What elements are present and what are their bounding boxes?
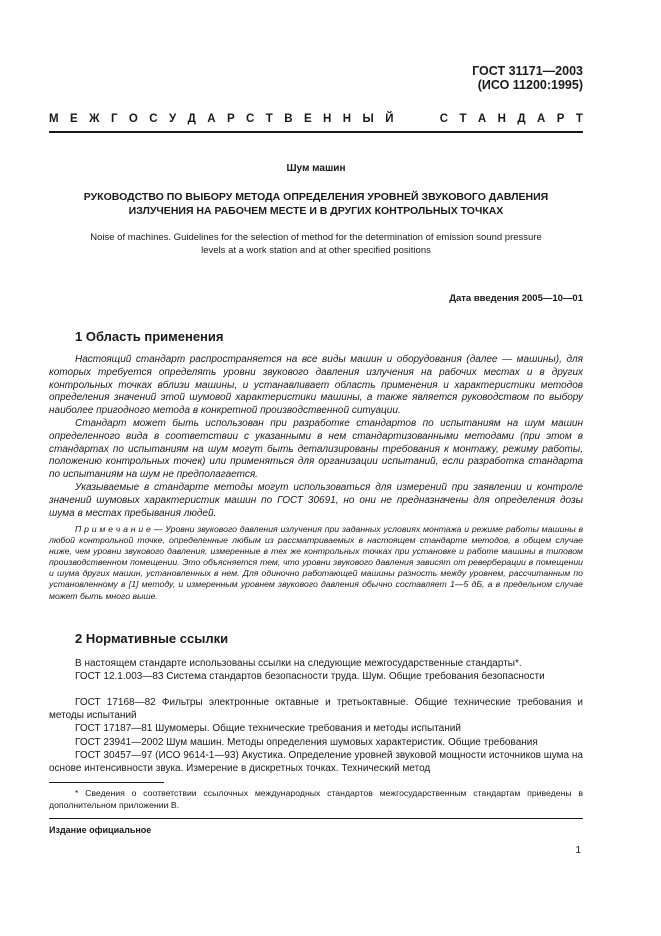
banner-letter: Д [517, 113, 526, 125]
banner-letter: А [537, 113, 546, 125]
ref-gost-17187 [49, 723, 583, 736]
banner-letter: О [128, 113, 138, 125]
section-1-heading: 1 Область применения [75, 329, 224, 344]
scope-paragraph-2-text: Стандарт может быть использован при разработке стандартов по испытаниям на шум машин определенного вида в соответствии с указанными в нем стандартизованными методами (при этом в стандартах по испытаниям на шум могут быть детализированы требования к монтажу, режиму работы, положению контрольных точек) или применяться для организации испытаний, если разработка стандарта по испытаниям на шум не предполагается. [49, 418, 583, 481]
standard-banner [49, 113, 583, 125]
banner-letter: А [477, 113, 487, 125]
banner-letter: Д [187, 113, 196, 125]
banner-letter: Т [265, 113, 273, 125]
refs-intro [49, 658, 583, 671]
banner-letter: М [49, 113, 59, 125]
page-number: 1 [575, 845, 581, 856]
english-title-line-1: Noise of machines. Guidelines for the selection of method for the determination of emission sound pressure [90, 232, 542, 243]
ref-text: ГОСТ 17168—82 Фильтры электронные октавные и третьоктавные. Общие технические требования и методы испытаний [49, 697, 583, 721]
banner-letter: Н [497, 113, 506, 125]
banner-letter: У [169, 113, 177, 125]
ref-gost-17168 [49, 697, 583, 723]
banner-letter: А [207, 113, 216, 125]
document-title [60, 190, 572, 218]
gost-number: ГОСТ 31171—2003 [472, 64, 583, 78]
refs-intro-text: В настоящем стандарте использованы ссылки на следующие межгосударственные стандарты*. [75, 658, 522, 669]
banner-letter: Г [110, 113, 118, 125]
english-title [70, 232, 562, 257]
banner-letter [405, 113, 411, 125]
bottom-rule [49, 818, 583, 819]
edition-label: Издание официальное [49, 825, 152, 835]
ref-text: ГОСТ 23941—2002 Шум машин. Методы определения шумовых характеристик. Общие требования [75, 737, 538, 748]
footnote [49, 788, 583, 811]
scope-paragraph-1-text: Настоящий стандарт распространяется на все виды машин и оборудования (далее — машины), для которых требуется определять уровни звукового давления излучения на рабочих местах и в других контрольных точках вблизи машины, и устанавливает область применения и характеристики методов определения значений этой шумовой характеристики машины, а также является руководством по выбору наиболее пригодного метода в конкретной производственной ситуации. [49, 354, 583, 417]
title-line-1: РУКОВОДСТВО ПО ВЫБОРУ МЕТОДА ОПРЕДЕЛЕНИЯ УРОВНЕЙ ЗВУКОВОГО ДАВЛЕНИЯ [83, 191, 549, 203]
document-number [472, 64, 583, 92]
subject: Шум машин [286, 163, 346, 174]
banner-letter: Т [575, 113, 583, 125]
scope-paragraph-3 [49, 482, 583, 520]
ref-gost-30457 [49, 750, 583, 776]
ref-gost-23941 [49, 737, 583, 750]
banner-letter: Ы [362, 113, 374, 125]
english-title-line-2: levels at a work station and at other specified positions [201, 244, 431, 256]
banner-letter: С [149, 113, 158, 125]
banner-letter: Е [303, 113, 312, 125]
scope-paragraph-3-text: Указываемые в стандарте методы могут использоваться для измерений при заявлении и контроле значений шумовых характеристик машин по ГОСТ 30691, но они не предназначены для определения дозы шума в местах пребывания людей. [49, 482, 583, 519]
banner-letter: В [284, 113, 293, 125]
banner-letter: Т [459, 113, 467, 125]
banner-letter: Р [226, 113, 235, 125]
scope-paragraph-2 [49, 418, 583, 482]
ref-text: ГОСТ 12.1.003—83 Система стандартов безопасности труда. Шум. Общие требования безопасности [75, 671, 545, 682]
banner-letter: Ж [89, 113, 100, 125]
section-2-heading: 2 Нормативные ссылки [75, 631, 229, 646]
scope-note [49, 524, 583, 602]
banner-letter: С [439, 113, 449, 125]
ref-text: ГОСТ 30457—97 (ИСО 9614-1—93) Акустика. Определение уровней звуковой мощности источников шума на основе интенсивности звука. Измерение в дискретных точках. Технический метод [49, 750, 583, 774]
banner-letter: С [246, 113, 255, 125]
scope-paragraph-1 [49, 354, 583, 418]
banner-letter: Н [342, 113, 352, 125]
intro-date: Дата введения 2005—10—01 [449, 293, 583, 304]
footnote-text: * Сведения о соответствии ссылочных международных стандартов межгосударственным стандартам приведены в дополнительном приложении В. [49, 788, 583, 810]
banner-letter: Й [385, 113, 394, 125]
banner-letter: Н [323, 113, 332, 125]
banner-rule [49, 131, 583, 133]
note-text: — Уровни звукового давления излучения при заданных условиях монтажа и режиме работы машины в любой контрольной точке, определенные любым из рассматриваемых в настоящем стандарте методов, в общем случае ниже, чем уровни звукового давления, измеренные в тех же контрольных точках при установке и работе машины в типовом производственном помещении. Это объясняется тем, что уровни звукового давления зависят от реверберации в помещении и шума других машин, установленных в нем. Для одиночно работающей машины разность между уровнем, рассчитанным по установленному в [1] методу, и измеренным уровнем звукового давления обычно составляет 1—5 дБ, а в предельном случае может быть много выше. [49, 524, 583, 601]
note-label: П р и м е ч а н и е [75, 524, 151, 534]
iso-number: (ИСО 11200:1995) [477, 78, 583, 92]
ref-gost-12-1-003 [49, 671, 583, 684]
footnote-rule [49, 782, 164, 783]
ref-text: ГОСТ 17187—81 Шумомеры. Общие технические требования и методы испытаний [75, 723, 461, 734]
title-line-2: ИЗЛУЧЕНИЯ НА РАБОЧЕМ МЕСТЕ И В ДРУГИХ КОНТРОЛЬНЫХ ТОЧКАХ [128, 205, 504, 217]
banner-letter: Р [556, 113, 565, 125]
banner-letter: Е [70, 113, 78, 125]
banner-letter [422, 113, 428, 125]
